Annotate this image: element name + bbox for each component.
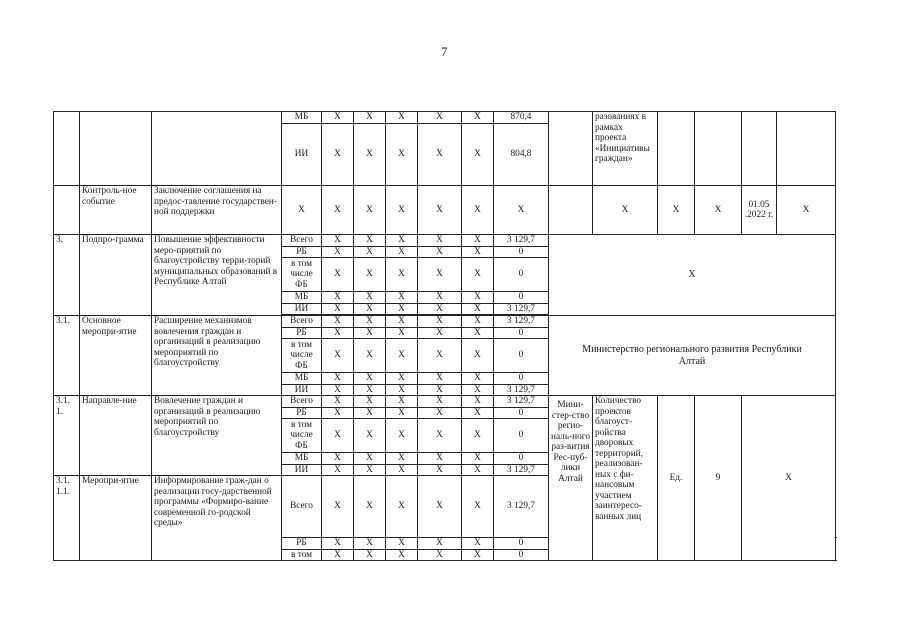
- total-cell: 0: [494, 373, 549, 385]
- x-cell: X: [418, 407, 462, 419]
- x-cell: X: [386, 246, 418, 258]
- x-cell: X: [386, 235, 418, 247]
- source-cell: Всего: [282, 396, 322, 408]
- x-cell: X: [494, 186, 549, 235]
- source-cell: Всего: [282, 476, 322, 538]
- x-cell: X: [354, 339, 386, 373]
- x-cell: X: [322, 112, 354, 124]
- source-cell: МБ: [282, 453, 322, 465]
- cell-name: Вовлечение граждан и организаций в реализацию мероприятий по благоустройству: [152, 396, 282, 476]
- x-cell: X: [462, 292, 494, 304]
- x-cell: X: [418, 339, 462, 373]
- cell-type: Контроль-ное событие: [80, 186, 152, 235]
- x-cell: X: [386, 327, 418, 339]
- date-cell: [742, 112, 777, 186]
- x-cell: X: [418, 246, 462, 258]
- executor-cell: [549, 186, 593, 235]
- x-cell: X: [386, 316, 418, 328]
- x-cell: X: [386, 186, 418, 235]
- x-cell: X: [354, 327, 386, 339]
- x-cell: X: [322, 186, 354, 235]
- cell-type: Меропри-ятие: [80, 476, 152, 561]
- cell-type: Направле-ние: [80, 396, 152, 476]
- x-cell: X: [322, 373, 354, 385]
- table-row: [54, 112, 836, 124]
- source-cell: в том числе ФБ: [282, 339, 322, 373]
- source-cell: МБ: [282, 373, 322, 385]
- x-cell: X: [418, 316, 462, 328]
- cell-name: Повышение эффективности меро-приятий по благоустройству терри-торий муниципальных образований в Республике Алтай: [152, 235, 282, 316]
- table-row: [54, 396, 836, 408]
- x-cell: X: [354, 476, 386, 538]
- cell-num: [54, 186, 80, 235]
- x-cell: X: [354, 246, 386, 258]
- x-cell: X: [322, 407, 354, 419]
- x-cell: X: [418, 464, 462, 476]
- cell-name: Заключение соглашения на предос-тавление государствен-ной поддержки: [152, 186, 282, 235]
- total-cell: 3 129,7: [494, 464, 549, 476]
- total-cell: 0: [494, 258, 549, 292]
- x-cell: X: [658, 186, 695, 235]
- x-cell: X: [354, 453, 386, 465]
- x-cell: X: [322, 292, 354, 304]
- program-table: [53, 111, 836, 561]
- executor-cell: [549, 112, 593, 186]
- x-cell: X: [386, 384, 418, 396]
- x-cell: X: [354, 419, 386, 453]
- total-cell: 3 129,7: [494, 316, 549, 328]
- x-cell: X: [386, 339, 418, 373]
- source-cell: в том числе ФБ: [282, 419, 322, 453]
- cell-num: [54, 112, 80, 186]
- x-cell: X: [462, 476, 494, 538]
- x-cell: X: [418, 419, 462, 453]
- total-cell: 3 129,7: [494, 476, 549, 538]
- value-cell: [695, 112, 742, 186]
- x-cell: X: [462, 258, 494, 292]
- x-cell: X: [322, 453, 354, 465]
- total-cell: 3 129,7: [494, 235, 549, 247]
- x-cell: X: [695, 186, 742, 235]
- source-cell: РБ: [282, 407, 322, 419]
- x-cell: X: [418, 112, 462, 124]
- x-cell: X: [418, 124, 462, 186]
- x-cell: X: [354, 235, 386, 247]
- source-cell: Всего: [282, 235, 322, 247]
- source-cell: ИИ: [282, 124, 322, 186]
- x-cell: X: [322, 303, 354, 315]
- x-cell: X: [462, 124, 494, 186]
- x-cell: X: [386, 549, 418, 561]
- x-cell: X: [386, 419, 418, 453]
- cell-num: 3.1. 1.: [54, 396, 80, 476]
- cell-type: [80, 112, 152, 186]
- x-cell: X: [354, 316, 386, 328]
- x-cell: X: [322, 316, 354, 328]
- source-cell: РБ: [282, 327, 322, 339]
- x-cell: X: [462, 453, 494, 465]
- date-cell: 01.05 .2022 г.: [742, 186, 777, 235]
- x-cell: X: [354, 373, 386, 385]
- total-cell: 3 129,7: [494, 384, 549, 396]
- x-cell: X: [418, 549, 462, 561]
- x-cell: X: [418, 384, 462, 396]
- x-cell: X: [322, 384, 354, 396]
- source-cell: Всего: [282, 316, 322, 328]
- x-cell: X: [418, 538, 462, 550]
- x-cell: X: [418, 235, 462, 247]
- x-cell: X: [418, 327, 462, 339]
- x-cell: X: [593, 186, 658, 235]
- x-cell: X: [462, 538, 494, 550]
- x-cell: X: [322, 124, 354, 186]
- x-cell: X: [322, 339, 354, 373]
- x-cell: X: [386, 292, 418, 304]
- x-cell: X: [354, 292, 386, 304]
- x-cell: X: [462, 407, 494, 419]
- x-cell: X: [462, 419, 494, 453]
- x-cell: X: [322, 396, 354, 408]
- x-cell: X: [354, 407, 386, 419]
- x-cell: X: [418, 396, 462, 408]
- x-cell: X: [354, 112, 386, 124]
- cell-type: Подпро-грамма: [80, 235, 152, 316]
- source-cell: в том: [282, 549, 322, 561]
- x-cell: X: [462, 396, 494, 408]
- x-cell: X: [462, 464, 494, 476]
- total-cell: 804,8: [494, 124, 549, 186]
- x-cell: X: [322, 246, 354, 258]
- x-cell: X: [462, 235, 494, 247]
- total-cell: 0: [494, 339, 549, 373]
- x-cell: X: [386, 258, 418, 292]
- x-cell: X: [462, 316, 494, 328]
- cell-type: Основное меропри-ятие: [80, 316, 152, 396]
- x-cell: X: [354, 303, 386, 315]
- total-cell: 0: [494, 407, 549, 419]
- source-cell: ИИ: [282, 464, 322, 476]
- x-cell: X: [386, 464, 418, 476]
- x-cell: X: [354, 258, 386, 292]
- total-cell: 870,4: [494, 112, 549, 124]
- x-cell: X: [418, 476, 462, 538]
- unit-cell: [658, 112, 695, 186]
- source-cell: РБ: [282, 246, 322, 258]
- total-cell: 3 129,7: [494, 303, 549, 315]
- executor-cell: Мини-стер-ство регио-наль-ного раз-вития Рес-пуб-лики Алтай: [549, 396, 593, 561]
- x-cell: X: [386, 453, 418, 465]
- x-cell: X: [462, 327, 494, 339]
- source-cell: ИИ: [282, 303, 322, 315]
- x-cell: X: [354, 384, 386, 396]
- x-cell: X: [354, 186, 386, 235]
- source-cell: РБ: [282, 538, 322, 550]
- x-cell: X: [282, 186, 322, 235]
- x-cell: X: [386, 538, 418, 550]
- x-cell: X: [462, 303, 494, 315]
- x-cell: X: [418, 453, 462, 465]
- indicator-cell: Количество проектов благоуст-ройства дворовых территорий, реализован-ных с фи-нансовым участием заинтересо-ванных лиц: [593, 396, 658, 561]
- source-cell: МБ: [282, 292, 322, 304]
- x-cell: X: [322, 476, 354, 538]
- x-cell: X: [462, 384, 494, 396]
- x-cell: X: [462, 549, 494, 561]
- total-cell: 0: [494, 327, 549, 339]
- x-cell: X: [322, 538, 354, 550]
- x-cell: X: [322, 258, 354, 292]
- x-cell: X: [386, 396, 418, 408]
- x-cell: X: [462, 186, 494, 235]
- x-cell: X: [386, 407, 418, 419]
- total-cell: 0: [494, 549, 549, 561]
- x-cell: X: [777, 186, 836, 235]
- total-cell: 0: [494, 292, 549, 304]
- x-cell: X: [462, 339, 494, 373]
- x-cell: X: [322, 549, 354, 561]
- cell-name: Расширение механизмов вовлечения граждан и организаций в реализацию мероприятий по благоустройству: [152, 316, 282, 396]
- total-cell: 0: [494, 538, 549, 550]
- x-cell: X: [418, 373, 462, 385]
- x-cell: X: [462, 112, 494, 124]
- cell-num: 3.: [54, 235, 80, 316]
- x-cell: X: [386, 124, 418, 186]
- total-cell: 3 129,7: [494, 396, 549, 408]
- x-cell: X: [322, 235, 354, 247]
- x-cell: X: [386, 303, 418, 315]
- cell-num: 3.1. 1.1.: [54, 476, 80, 561]
- x-cell: X: [418, 186, 462, 235]
- x-cell: X: [322, 464, 354, 476]
- x-cell: X: [418, 258, 462, 292]
- cell-name: [152, 112, 282, 186]
- x-cell: X: [354, 549, 386, 561]
- total-cell: 0: [494, 453, 549, 465]
- merged-x-cell: X: [742, 396, 836, 561]
- total-cell: 0: [494, 246, 549, 258]
- indicator-cell: разованиях в рамках проекта «Инициативы граждан»: [593, 112, 658, 186]
- x-cell: X: [354, 464, 386, 476]
- total-cell: 0: [494, 419, 549, 453]
- extra-cell: [777, 112, 836, 186]
- x-cell: X: [322, 327, 354, 339]
- source-cell: МБ: [282, 112, 322, 124]
- source-cell: ИИ: [282, 384, 322, 396]
- x-cell: X: [386, 373, 418, 385]
- x-cell: X: [462, 373, 494, 385]
- table-row: [54, 235, 836, 247]
- x-cell: X: [386, 112, 418, 124]
- source-cell: в том числе ФБ: [282, 258, 322, 292]
- x-cell: X: [386, 476, 418, 538]
- cell-name: Информирование граж-дан о реализации госу-дарственной программы «Формиро-вание современной го-родской среды»: [152, 476, 282, 561]
- x-cell: X: [354, 124, 386, 186]
- x-cell: X: [462, 246, 494, 258]
- cell-num: 3.1.: [54, 316, 80, 396]
- table-row: [54, 316, 836, 328]
- merged-x-cell: X: [549, 235, 836, 316]
- ministry-cell: Министерство регионального развития Республики Алтай: [549, 316, 836, 396]
- x-cell: X: [354, 538, 386, 550]
- table-row: [54, 186, 836, 235]
- unit-cell: Ед.: [658, 396, 695, 561]
- x-cell: X: [418, 292, 462, 304]
- x-cell: X: [354, 396, 386, 408]
- x-cell: X: [418, 303, 462, 315]
- x-cell: X: [322, 419, 354, 453]
- page-number: 7: [441, 44, 448, 59]
- value-cell: 9: [695, 396, 742, 561]
